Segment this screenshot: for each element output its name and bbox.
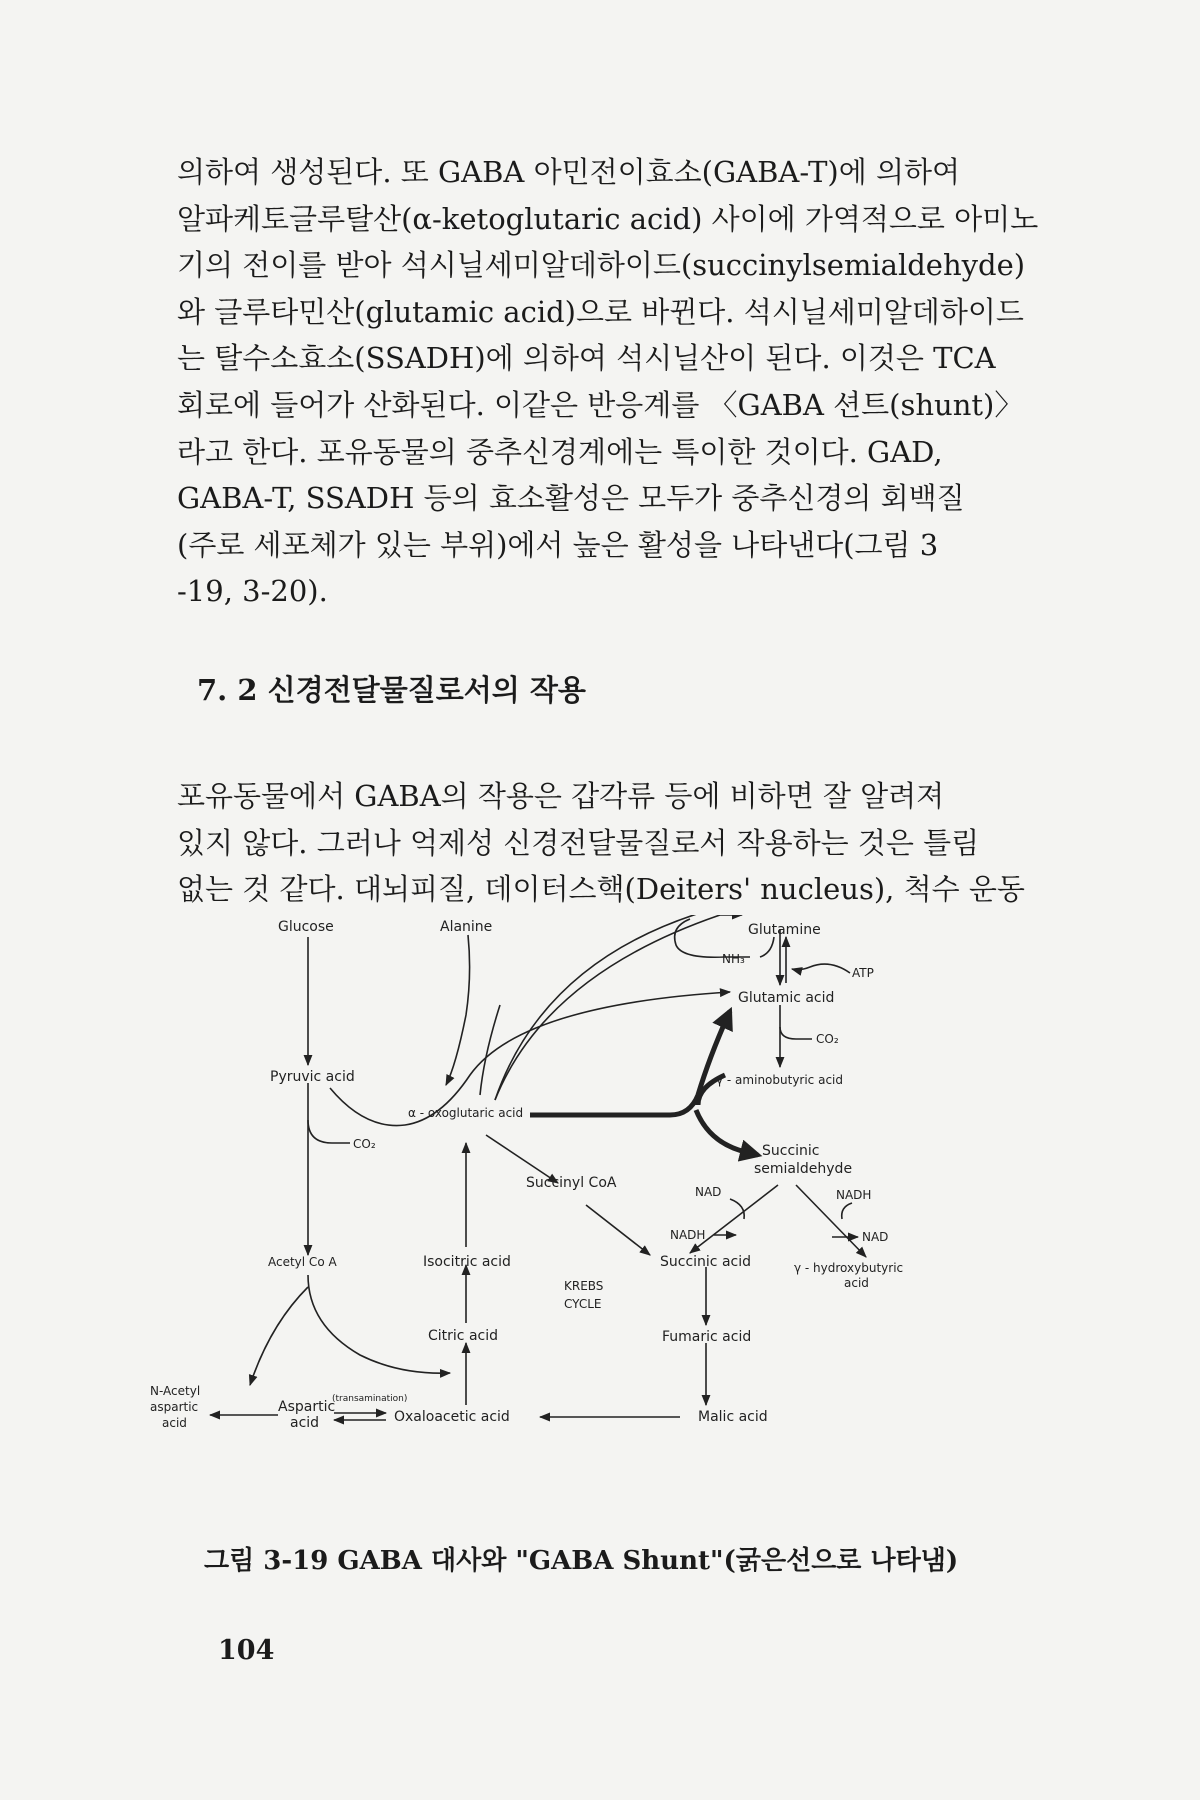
- text-line: GABA-T, SSADH 등의 효소활성은 모두가 중추신경의 회백질: [177, 481, 965, 516]
- arrow-alanine: [446, 935, 470, 1085]
- label-n-acetyl-2: aspartic: [150, 1400, 199, 1414]
- arrow-pyruvate-glutamate: [330, 992, 730, 1126]
- label-isocitric-acid: Isocitric acid: [423, 1254, 511, 1270]
- text-line: 는 탈수소효소(SSADH)에 의하여 석시닐산이 된다. 이것은 TCA: [177, 341, 996, 376]
- figure-caption: 그림 3-19 GABA 대사와 "GABA Shunt"(굵은선으로 나타냄): [204, 1546, 959, 1576]
- label-citric-acid: Citric acid: [428, 1328, 498, 1344]
- label-co2-right: CO₂: [816, 1032, 839, 1046]
- arrow-co2-left: [308, 1120, 350, 1143]
- text-line: 없는 것 같다. 대뇌피질, 데이터스핵(Deiters' nucleus), 척수 운동: [177, 872, 1025, 907]
- label-krebs: KREBS: [564, 1279, 604, 1293]
- label-acetyl-coa: Acetyl Co A: [268, 1255, 337, 1269]
- label-fumaric-acid: Fumaric acid: [662, 1329, 752, 1345]
- label-glutamine: Glutamine: [748, 922, 821, 938]
- label-pyruvic-acid: Pyruvic acid: [270, 1069, 355, 1085]
- text-line: 와 글루타민산(glutamic acid)으로 바뀐다. 석시닐세미알데하이드: [177, 294, 1024, 329]
- arrow-co2-right: [780, 1027, 812, 1039]
- label-alanine: Alanine: [440, 919, 493, 935]
- label-aspartic-2: acid: [290, 1415, 320, 1431]
- label-oxaloacetic-acid: Oxaloacetic acid: [394, 1409, 510, 1425]
- page-number: 104: [218, 1635, 275, 1666]
- label-hydroxybutyric-1: γ - hydroxybutyric: [794, 1261, 904, 1275]
- text-line: 기의 전이를 받아 석시닐세미알데하이드(succinylsemialdehyde): [177, 248, 1026, 283]
- label-hydroxybutyric-2: acid: [844, 1276, 869, 1290]
- label-malic-acid: Malic acid: [698, 1409, 768, 1425]
- paragraph-gaba-shunt: [177, 149, 1045, 615]
- label-aspartic-1: Aspartic: [278, 1399, 336, 1415]
- label-atp: ATP: [852, 966, 874, 980]
- arrow-atp: [792, 964, 850, 973]
- label-n-acetyl-1: N-Acetyl: [150, 1384, 201, 1398]
- text-line: 회로에 들어가 산화된다. 이같은 반응계를 〈GABA 션트(shunt)〉: [177, 387, 1024, 422]
- text-line: 알파케토글루탈산(α-ketoglutaric acid) 사이에 가역적으로 아미노: [177, 201, 1039, 236]
- text-line: 의하여 생성된다. 또 GABA 아민전이효소(GABA-T)에 의하여: [177, 155, 961, 189]
- text-line: (주로 세포체가 있는 부위)에서 높은 활성을 나타낸다(그림 3: [177, 527, 939, 562]
- label-transamination: (transamination): [332, 1394, 408, 1404]
- label-succinyl-coa: Succinyl CoA: [526, 1175, 617, 1191]
- arrow-succinylcoa-succinate: [586, 1205, 650, 1255]
- label-nadh-2: NADH: [670, 1228, 706, 1242]
- label-nad-1: NAD: [695, 1185, 722, 1199]
- label-n-acetyl-3: acid: [162, 1416, 187, 1430]
- label-succinic-semialdehyde-1: Succinic: [762, 1143, 820, 1159]
- arrow-acetylcoa-nacetyl: [250, 1287, 308, 1385]
- label-nad-2: NAD: [862, 1230, 889, 1244]
- text-line: 라고 한다. 포유동물의 중추신경계에는 특이한 것이다. GAD,: [177, 434, 943, 469]
- label-succinic-acid: Succinic acid: [660, 1254, 752, 1270]
- label-succinic-semialdehyde-2: semialdehyde: [754, 1161, 853, 1177]
- diagram-svg: [150, 915, 1050, 1535]
- label-nadh-1: NADH: [836, 1188, 872, 1202]
- text-line: 있지 않다. 그러나 억제성 신경전달물질로서 작용하는 것은 틀림: [177, 825, 980, 860]
- arrow-branch-mid: [480, 1005, 500, 1095]
- label-oxoglutaric-acid: α - oxoglutaric acid: [408, 1106, 524, 1120]
- label-co2-left: CO₂: [353, 1137, 376, 1151]
- label-glucose: Glucose: [278, 919, 334, 935]
- nad-curve-right: [842, 1203, 852, 1219]
- section-heading: 7. 2 신경전달물질로서의 작용: [197, 673, 586, 707]
- gaba-metabolism-diagram: [150, 915, 1050, 1535]
- label-gaba: γ - aminobutyric acid: [716, 1073, 843, 1087]
- shunt-gaba-ssa: [696, 1110, 758, 1155]
- hook-nh3-end: [760, 937, 774, 957]
- label-nh3: NH₃: [722, 952, 745, 966]
- arrow-acetylcoa-citrate: [308, 1275, 450, 1373]
- paragraph-neurotransmitter: [177, 773, 1045, 913]
- text-line: 포유동물에서 GABA의 작용은 갑각류 등에 비하면 잘 알려져: [177, 779, 945, 813]
- label-cycle: CYCLE: [564, 1297, 602, 1311]
- label-glutamic-acid: Glutamic acid: [738, 990, 835, 1006]
- text-line: -19, 3-20).: [177, 574, 328, 609]
